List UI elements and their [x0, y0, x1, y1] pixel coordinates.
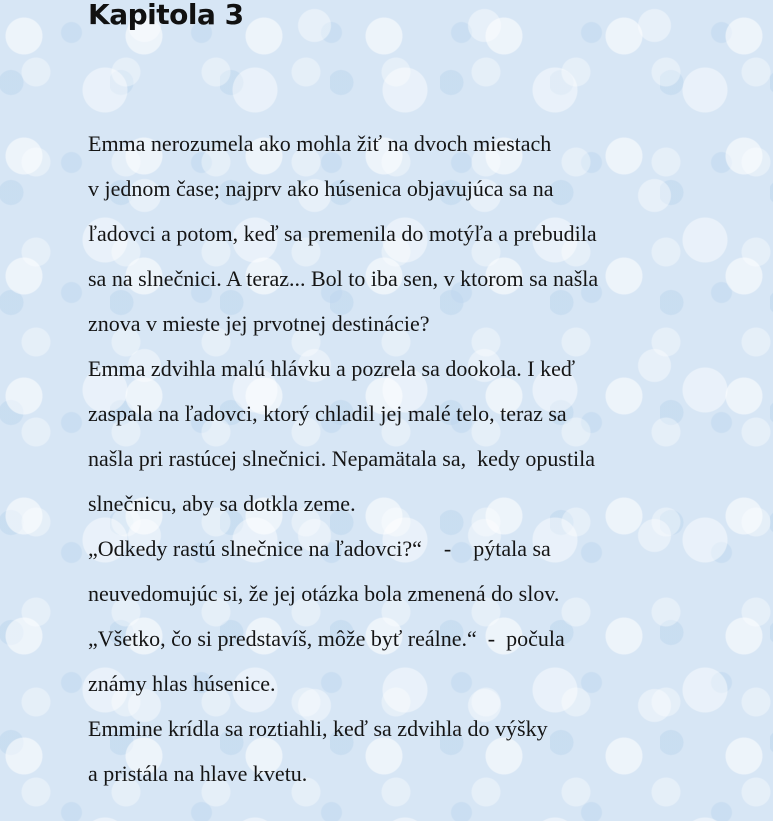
text-line: a pristála na hlave kvetu.: [88, 761, 308, 786]
text-line: slnečnicu, aby sa dotkla zeme.: [88, 491, 356, 516]
chapter-title: Kapitola 3: [88, 0, 244, 31]
text-line: neuvedomujúc si, že jej otázka bola zmenená do slov.: [88, 581, 560, 606]
text-line: zaspala na ľadovci, ktorý chladil jej malé telo, teraz sa: [88, 401, 567, 426]
chapter-body-text: [88, 121, 748, 796]
text-line: „Odkedy rastú slnečnice na ľadovci?“ - pýtala sa: [88, 536, 551, 561]
text-line: Emma nerozumela ako mohla žiť na dvoch miestach: [88, 131, 552, 156]
text-line: sa na slnečnici. A teraz... Bol to iba sen, v ktorom sa našla: [88, 266, 599, 291]
text-line: v jednom čase; najprv ako húsenica objavujúca sa na: [88, 176, 554, 201]
text-line: znova v mieste jej prvotnej destinácie?: [88, 311, 430, 336]
text-line: Emma zdvihla malú hlávku a pozrela sa dookola. I keď: [88, 356, 576, 381]
text-line: „Všetko, čo si predstavíš, môže byť reálne.“ - počula: [88, 626, 565, 651]
text-line: ľadovci a potom, keď sa premenila do motýľa a prebudila: [88, 221, 597, 246]
text-line: našla pri rastúcej slnečnici. Nepamätala sa, kedy opustila: [88, 446, 596, 471]
text-line: Emmine krídla sa roztiahli, keď sa zdvihla do výšky: [88, 716, 548, 741]
text-line: známy hlas húsenice.: [88, 671, 276, 696]
